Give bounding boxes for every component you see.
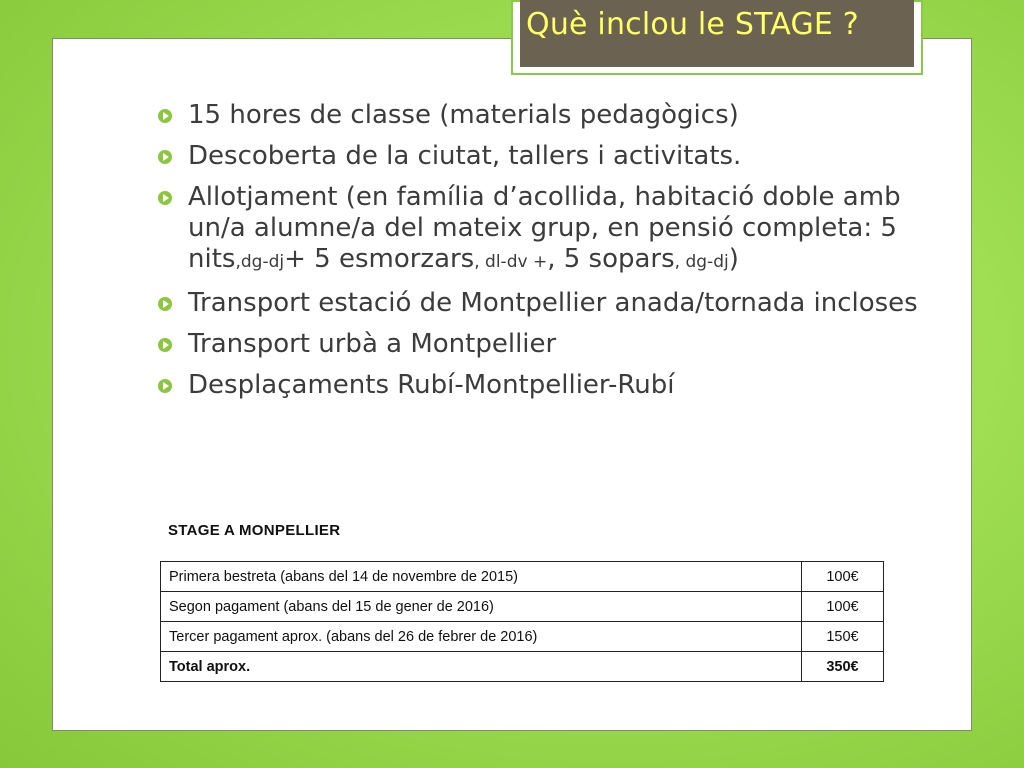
payment-label: Segon pagament (abans del 15 de gener de 2016) xyxy=(161,592,802,622)
payment-label: Primera bestreta (abans del 14 de novembre de 2015) xyxy=(161,562,802,592)
bullet-note: ,dg-dj xyxy=(235,252,285,272)
bullet-item-urban-transport xyxy=(158,329,918,360)
payment-amount: 100€ xyxy=(802,562,884,592)
bullet-list xyxy=(158,100,918,411)
bullet-text: Allotjament (en família d’acollida, habitació doble amb un/a alumne/a del mateix grup, en pensió completa: 5 nits xyxy=(188,182,901,274)
bullet-text: Descoberta de la ciutat, tallers i activitats. xyxy=(188,141,742,171)
bullet-note: , dg-dj xyxy=(674,252,729,272)
bullet-item-classes xyxy=(158,100,918,131)
bullet-text: Transport urbà a Montpellier xyxy=(188,329,557,359)
payment-label: Tercer pagament aprox. (abans del 26 de febrer de 2016) xyxy=(161,622,802,652)
bullet-arrow-icon xyxy=(158,191,172,205)
bullet-item-station-transport xyxy=(158,288,918,319)
table-row xyxy=(161,562,884,592)
bullet-text: Transport estació de Montpellier anada/tornada incloses xyxy=(188,288,918,318)
bullet-arrow-icon xyxy=(158,297,172,311)
payment-amount: 100€ xyxy=(802,592,884,622)
bullet-note: , dl-dv + xyxy=(474,252,548,272)
bullet-text: 15 hores de classe (materials pedagògics) xyxy=(188,100,739,130)
bullet-text: Desplaçaments Rubí-Montpellier-Rubí xyxy=(188,370,675,400)
bullet-arrow-icon xyxy=(158,150,172,164)
table-heading: STAGE A MONPELLIER xyxy=(168,522,341,539)
table-row xyxy=(161,592,884,622)
bullet-item-city xyxy=(158,141,918,172)
table-row xyxy=(161,622,884,652)
slide-title: Què inclou le STAGE ? xyxy=(526,7,859,42)
bullet-arrow-icon xyxy=(158,338,172,352)
bullet-text: , 5 sopars xyxy=(547,244,675,274)
bullet-text: ) xyxy=(728,244,739,274)
bullet-arrow-icon xyxy=(158,109,172,123)
total-amount: 350€ xyxy=(802,652,884,682)
bullet-item-travel xyxy=(158,370,918,401)
table-row-total xyxy=(161,652,884,682)
bullet-text: + 5 esmorzars xyxy=(284,244,475,274)
total-label: Total aprox. xyxy=(161,652,802,682)
payment-table xyxy=(160,561,884,682)
bullet-item-accommodation xyxy=(158,182,918,278)
bullet-arrow-icon xyxy=(158,379,172,393)
payment-amount: 150€ xyxy=(802,622,884,652)
